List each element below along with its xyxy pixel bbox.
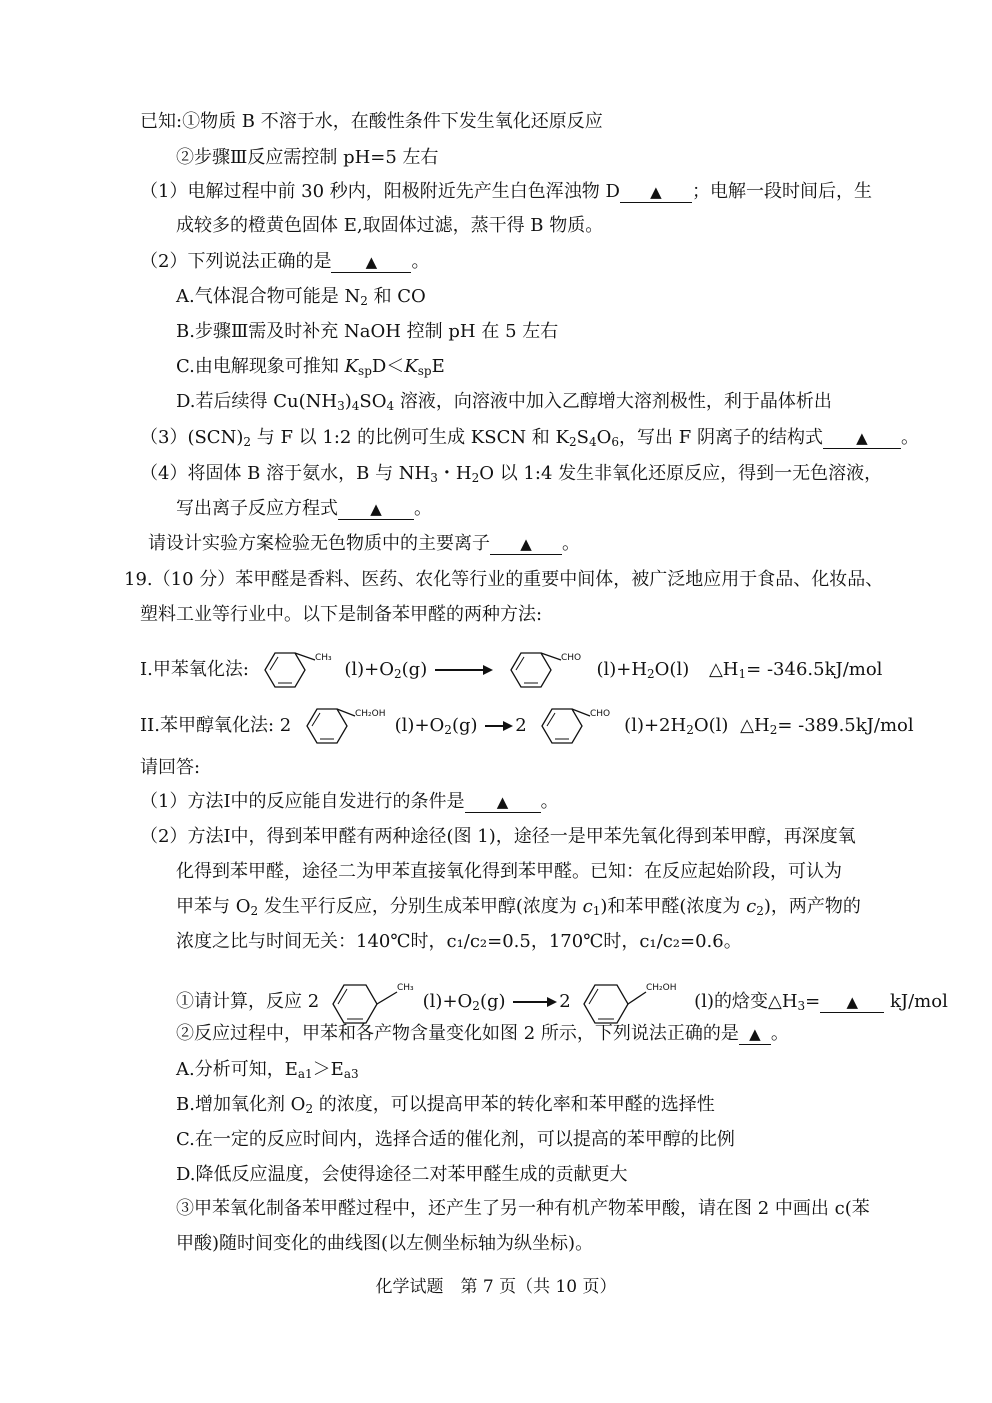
answer-blank[interactable]: ▲ bbox=[331, 252, 411, 273]
answer-prompt: 请回答: bbox=[140, 757, 201, 778]
svg-text:CH₃: CH₃ bbox=[396, 983, 414, 993]
svg-text:CHO: CHO bbox=[590, 709, 611, 719]
given-line-1: 已知:①物质 B 不溶于水，在酸性条件下发生氧化还原反应 bbox=[140, 111, 603, 132]
answer-blank[interactable]: ▲ bbox=[620, 182, 692, 203]
q4-line-2: 写出离子反应方程式 ▲ 。 bbox=[176, 498, 432, 519]
q2-option-b: B.步骤Ⅲ需及时补充 NaOH 控制 pH 在 5 左右 bbox=[176, 321, 559, 342]
toluene-structure bbox=[325, 978, 417, 1026]
sq2-line-1: （2）方法I中，得到苯甲醛有两种途径(图 1)，途径一是甲苯先氧化得到苯甲醇，再深度氧 bbox=[140, 826, 856, 847]
sub2-option-c: C.在一定的反应时间内，选择合适的催化剂，可以提高的苯甲醇的比例 bbox=[176, 1129, 735, 1150]
q19-line-2: 塑料工业等行业中。以下是制备苯甲醛的两种方法: bbox=[140, 604, 543, 625]
toluene-structure bbox=[255, 648, 339, 692]
q2-option-c: C.由电解现象可推知 $K_{sp}D<K_{sp}E$ bbox=[176, 356, 445, 378]
given-line-2: ②步骤Ⅲ反应需控制 pH=5 左右 bbox=[176, 147, 439, 168]
method-1-equation: I.甲苯氧化法: CH₃ $(l)+O_2(g)$ CHO $(l)+H_2O(l)$ $\triangle H_1= -346.5kJ/mol$ bbox=[140, 648, 882, 692]
answer-blank[interactable]: ▲ bbox=[739, 1024, 771, 1045]
q2-stem: （2）下列说法正确的是 ▲ 。 bbox=[140, 251, 430, 272]
svg-text:CH₃: CH₃ bbox=[314, 653, 332, 663]
benzyl-alcohol-structure bbox=[576, 978, 688, 1026]
q4-line-1: （4）将固体 B 溶于氨水，B 与 $NH_3$・$H_2O$ 以 1:4 发生非氧化还原反应，得到一无色溶液， bbox=[140, 463, 883, 485]
method-2-equation: II.苯甲醇氧化法: 2 CH₂OH $(l)+O_2(g)$ 2 CHO $(l)+2H_2O(l)$ $\triangle H_2= -389.5kJ/mol$ bbox=[140, 704, 914, 748]
svg-text:CHO: CHO bbox=[560, 653, 581, 663]
answer-blank[interactable]: ▲ bbox=[338, 499, 414, 520]
answer-blank[interactable]: ▲ bbox=[820, 992, 884, 1013]
page-footer: 化学试题 第 7 页（共 10 页） bbox=[375, 1277, 617, 1297]
answer-blank[interactable]: ▲ bbox=[490, 534, 562, 555]
sq2-line-3: 甲苯与 $O_2$ 发生平行反应，分别生成苯甲醇(浓度为 $c_1$)和苯甲醛(浓度为 $c_2$)，两产物的 bbox=[176, 896, 861, 918]
svg-text:CH₂OH: CH₂OH bbox=[354, 709, 386, 719]
q19-line-1: 19.（10 分）苯甲醛是香料、医药、农化等行业的重要中间体，被广泛地应用于食品、化妆品、 bbox=[124, 569, 884, 590]
q1-line-1: （1）电解过程中前 30 秒内，阳极附近先产生白色浑浊物 D ▲ ；电解一段时间后，生 bbox=[140, 181, 872, 202]
q2-option-d: D.若后续得 $Cu(NH_3)_4SO_4$ 溶液，向溶液中加入乙醇增大溶剂极性，利于晶体析出 bbox=[176, 391, 832, 413]
benzaldehyde-structure bbox=[532, 704, 618, 748]
sub2-option-b: B.增加氧化剂 $O_2$ 的浓度，可以提高甲苯的转化率和苯甲醛的选择性 bbox=[176, 1094, 715, 1116]
sub3-line-2: 甲酸)随时间变化的曲线图(以左侧坐标轴为纵坐标)。 bbox=[176, 1233, 594, 1254]
sub1-equation: ①请计算，反应 2 CH₃ $(l)+O_2(g)$ 2 CH₂OH (l)的焓变$\triangle H_3=$ ▲ kJ/mol bbox=[176, 978, 948, 1026]
reaction-arrow bbox=[433, 663, 495, 677]
sub2-stem: ②反应过程中，甲苯和各产物含量变化如图 2 所示，下列说法正确的是 ▲ 。 bbox=[176, 1023, 789, 1044]
q2-option-a: A.气体混合物可能是 $N_2$ 和 CO bbox=[176, 286, 426, 308]
answer-blank[interactable]: ▲ bbox=[465, 792, 541, 813]
sq1-line: （1）方法I中的反应能自发进行的条件是 ▲ 。 bbox=[140, 791, 559, 812]
reaction-arrow bbox=[483, 719, 515, 733]
sub3-line-1: ③甲苯氧化制备苯甲醛过程中，还产生了另一种有机产物苯甲酸，请在图 2 中画出 c(苯 bbox=[176, 1198, 870, 1219]
sq2-line-4: 浓度之比与时间无关：140℃时，c₁/c₂=0.5，170℃时，c₁/c₂=0.6。 bbox=[176, 931, 742, 952]
q4-line-3: 请设计实验方案检验无色物质中的主要离子 ▲ 。 bbox=[148, 533, 580, 554]
sub2-option-a: A.分析可知，$E_{a1}>E_{a3}$ bbox=[176, 1059, 359, 1081]
reaction-arrow bbox=[511, 995, 559, 1009]
benzyl-alcohol-structure bbox=[297, 704, 389, 748]
benzaldehyde-structure bbox=[501, 648, 591, 692]
sub2-option-d: D.降低反应温度，会使得途径二对苯甲醛生成的贡献更大 bbox=[176, 1164, 628, 1185]
q1-line-2: 成较多的橙黄色固体 E,取固体过滤，蒸干得 B 物质。 bbox=[176, 215, 604, 236]
q3-line: $(3)(SCN)_2$ 与 F 以 1:2 的比例可生成 KSCN 和 $K_2S_4O_6$，写出 F 阴离子的结构式 ▲ 。 bbox=[140, 427, 919, 449]
answer-blank[interactable]: ▲ bbox=[823, 428, 901, 449]
svg-text:CH₂OH: CH₂OH bbox=[646, 983, 677, 993]
sq2-line-2: 化得到苯甲醛，途径二为甲苯直接氧化得到苯甲醛。已知：在反应起始阶段，可认为 bbox=[176, 861, 842, 882]
